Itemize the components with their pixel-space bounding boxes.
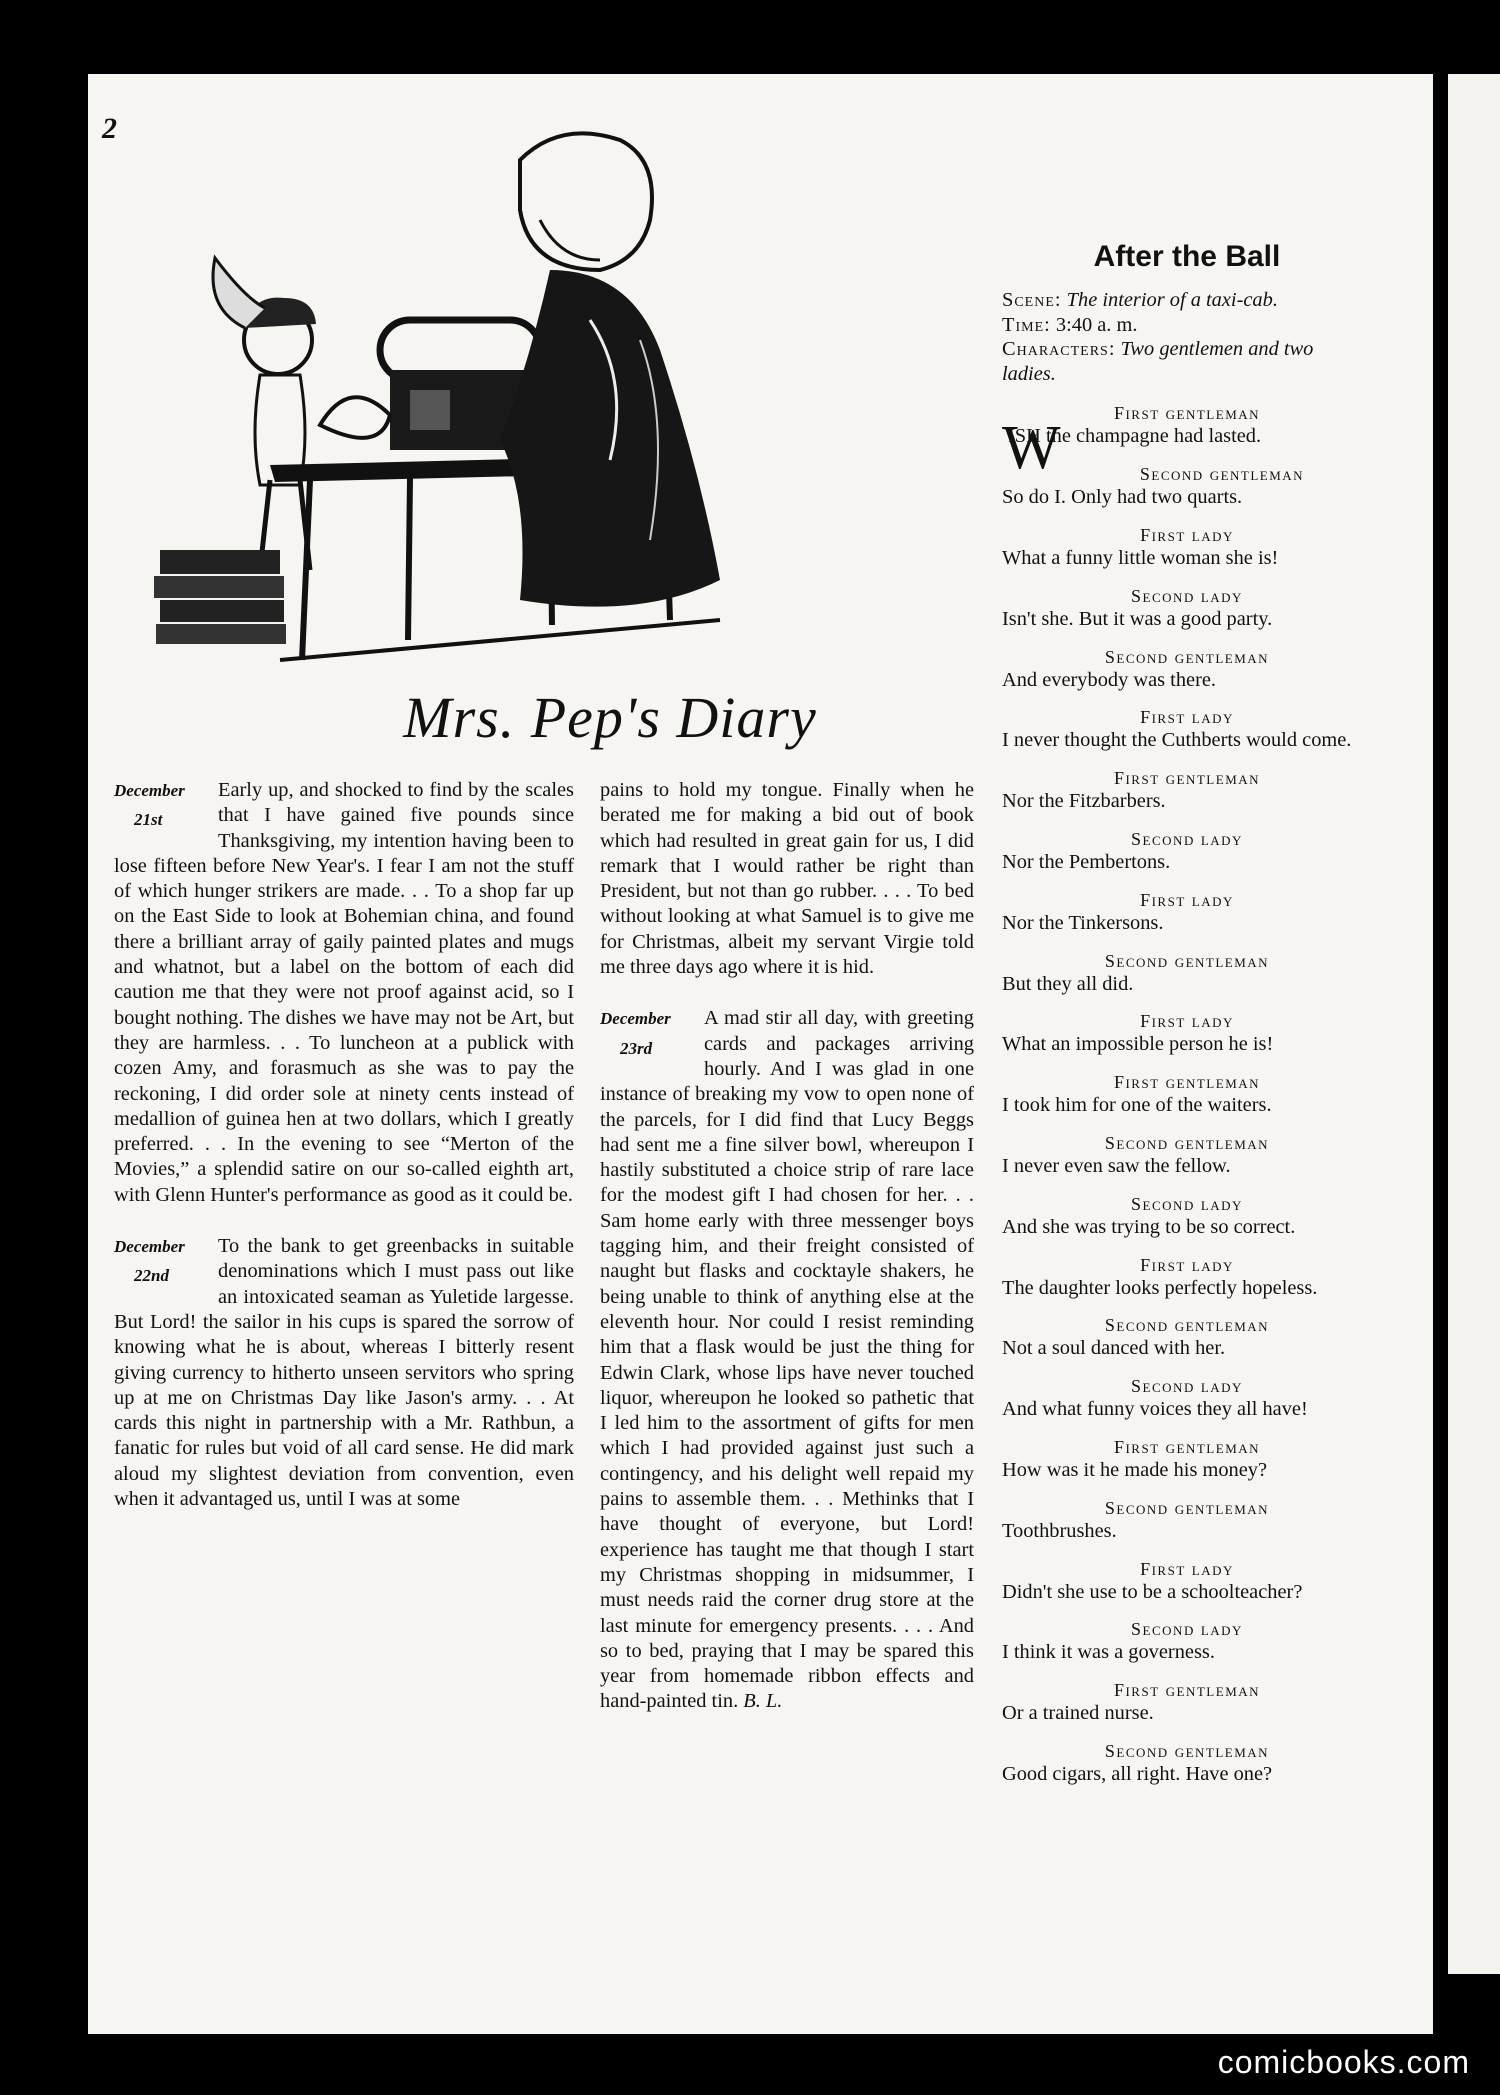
diary-column-2 — [600, 778, 974, 1741]
dialogue-turn — [1002, 1436, 1372, 1483]
scene-line — [1002, 288, 1372, 313]
speaker-name: Second lady — [1131, 828, 1243, 849]
dialogue-line: And what funny voices they all have! — [1002, 1398, 1308, 1421]
characters-label: Characters: — [1002, 338, 1116, 361]
dialogue-line: WISH the champagne had lasted. — [1002, 414, 1262, 483]
dialogue-turn — [1002, 1010, 1372, 1057]
speaker-name: Second lady — [1131, 1619, 1243, 1640]
dialogue-turn — [1002, 646, 1372, 693]
dialogue-line: Didn't she use to be a schoolteacher? — [1002, 1580, 1303, 1603]
entry-day: 21st — [134, 810, 163, 830]
speaker-name: First lady — [1140, 1254, 1234, 1275]
speaker-name: First gentleman — [1113, 1436, 1261, 1457]
time-label: Time: — [1002, 313, 1051, 336]
speaker-name: Second gentleman — [1104, 1132, 1270, 1153]
watermark: comicbooks.com — [1217, 2044, 1470, 2080]
scene-text: The interior of a taxi-cab. — [1066, 289, 1278, 311]
speaker-name: Second gentleman — [1104, 950, 1270, 971]
speaker-name: First lady — [1140, 524, 1234, 545]
dialogue-turn — [1002, 585, 1372, 632]
dialogue-line: I never even saw the fellow. — [1002, 1154, 1231, 1177]
speaker-name: First lady — [1140, 707, 1234, 728]
speaker-name: Second gentleman — [1104, 1740, 1270, 1761]
speaker-name: Second lady — [1131, 1376, 1243, 1397]
entry-date-label — [114, 1234, 214, 1289]
speaker-name: First lady — [1140, 1011, 1234, 1032]
time-line — [1002, 313, 1372, 338]
dialogue-line: Isn't she. But it was a good party. — [1002, 607, 1273, 630]
diary-column-1 — [114, 778, 574, 1538]
dialogue-line: Or a trained nurse. — [1002, 1702, 1154, 1725]
dialogue — [1002, 402, 1372, 1786]
dialogue-turn — [1002, 1132, 1372, 1179]
entry-text: A mad stir all day, with greeting cards and packages arriving hourly. And I was glad in one instance of breaking my vow to open none of the parcels, for I did find that Lucy Beggs had sent me a fine silver bowl, whereupon I hastily substituted a choice strip of rare lace for the modest gift I had chosen for her. . . Sam home early with three messenger boys tagging him, and their freight consisted of naught but flasks and cocktayle shakers, he being unable to think of anything else at the eleventh hour. Nor could I resist reminding him that a flask would be just the thing for Edwin Clark, whose lips have never touched liquor, whereupon he looked so pathetic that I led him to the assortment of gifts for men which I had provided against just such a contingency, and his delight well repaid my pains to assemble them. . . Methinks that I have thought of everyone, but Lord! experience has taught me that though I start my Christmas shopping in midsummer, I must needs raid the corner drug store at the last minute for emergency presents. . . . And so to bed, praying that I may be spared this year from homemade ribbon effects and hand-painted tin. — [600, 1007, 974, 1713]
dialogue-line: What an impossible person he is! — [1002, 1033, 1274, 1056]
dialogue-line: So do I. Only had two quarts. — [1002, 486, 1243, 509]
speaker-name: First gentleman — [1113, 768, 1261, 789]
typing-lady-with-cherub-illustration — [120, 100, 780, 700]
stage-directions — [1002, 288, 1372, 386]
speaker-name: Second lady — [1131, 585, 1243, 606]
lady-figure — [500, 133, 720, 606]
dialogue-turn — [1002, 1558, 1372, 1605]
speaker-name: Second gentleman — [1104, 1497, 1270, 1518]
dialogue-line: I took him for one of the waiters. — [1002, 1094, 1272, 1117]
entry-date-label — [114, 778, 214, 833]
diary-entry-dec-21 — [114, 778, 574, 1208]
page-number: 2 — [102, 112, 117, 145]
dialogue-turn — [1002, 1679, 1372, 1726]
author-signature: B. L. — [743, 1690, 783, 1713]
dialogue-turn — [1002, 1314, 1372, 1361]
entry-month: December — [600, 1009, 671, 1029]
speaker-name: Second gentleman — [1104, 1315, 1270, 1336]
dialogue-line: Not a soul danced with her. — [1002, 1337, 1226, 1360]
characters-line — [1002, 337, 1372, 386]
cherub-figure — [213, 258, 316, 570]
time-text: 3:40 a. m. — [1055, 313, 1138, 336]
dialogue-turn — [1002, 767, 1372, 814]
dialogue-line: The daughter looks perfectly hopeless. — [1002, 1276, 1318, 1299]
dialogue-turn — [1002, 950, 1372, 997]
dialogue-turn — [1002, 706, 1372, 753]
dialogue-line: Nor the Pembertons. — [1002, 850, 1171, 873]
entry-month: December — [114, 781, 185, 800]
speaker-name: First gentleman — [1113, 1680, 1261, 1701]
play-title: After the Ball — [1093, 240, 1281, 273]
book-stack — [154, 550, 286, 644]
dialogue-turn — [1002, 889, 1372, 936]
dialogue-turn — [1002, 1193, 1372, 1240]
entry-day: 23rd — [620, 1038, 653, 1058]
diary-entry-dec-23 — [600, 1006, 974, 1714]
dialogue-turn — [1002, 1071, 1372, 1118]
after-the-ball-column — [1002, 240, 1372, 1801]
dialogue-line: What a funny little woman she is! — [1002, 546, 1279, 569]
scene-label: Scene: — [1002, 289, 1062, 311]
dialogue-turn — [1002, 524, 1372, 571]
dialogue-line: Good cigars, all right. Have one? — [1002, 1762, 1273, 1785]
dialogue-line: Nor the Tinkersons. — [1002, 911, 1164, 934]
dialogue-turn — [1002, 828, 1372, 875]
dialogue-turn — [1002, 1254, 1372, 1301]
entry-text: To the bank to get greenbacks in suitable denominations which I must pass out like an intoxicated seaman as Yuletide largesse. But Lord! the sailor in his cups is spared the sorrow of knowing what he is about, whereas I bitterly resent giving currency to hitherto unseen servitors who spring up at me on Christmas Day like Jason's army. . . At cards this night in partnership with a Mr. Rathbun, a fanatic for rules but void of all card sense. He did mark aloud my slightest deviation from convention, even when it advantaged us, until I was at some — [114, 1235, 574, 1511]
dialogue-line: Nor the Fitzbarbers. — [1002, 790, 1166, 813]
next-page-edge — [1448, 74, 1500, 1974]
dialogue-turn — [1002, 1740, 1372, 1787]
dialogue-turn — [1002, 1497, 1372, 1544]
speaker-name: First gentleman — [1113, 1072, 1261, 1093]
speaker-name: Second lady — [1131, 1193, 1243, 1214]
dialogue-line: How was it he made his money? — [1002, 1458, 1268, 1481]
diary-entry-dec-22 — [114, 1234, 574, 1512]
speaker-name: Second gentleman — [1104, 646, 1270, 667]
dialogue-line: Toothbrushes. — [1002, 1519, 1117, 1542]
dialogue-line: And everybody was there. — [1002, 668, 1217, 691]
speaker-name: Second gentleman — [1139, 464, 1305, 485]
diary-title: Mrs. Pep's Diary — [403, 685, 817, 750]
entry-month: December — [114, 1237, 185, 1257]
entry-day: 22nd — [134, 1266, 169, 1286]
dialogue-line: And she was trying to be so correct. — [1002, 1215, 1296, 1238]
speaker-name: First gentleman — [1113, 403, 1261, 424]
speaker-name: First lady — [1140, 889, 1234, 910]
dialogue-turn — [1002, 1618, 1372, 1665]
diary-entry-continuation: pains to hold my tongue. Finally when he berated me for making a bid out of book which had resulted in great gain for us, I did remark that I would rather be right than President, but not than go rubber. . . . To bed without looking at what Samuel is to give me for Christmas, albeit my servant Virgie told me three days ago where it is hid. — [600, 779, 974, 979]
entry-text: Early up, and shocked to find by the scales that I have gained five pounds since Thanksgiving, my intention having been to lose fifteen before New Year's. I fear I am not the stuff of which hunger strikers are made. . . To a shop far up on the East Side to look at Bohemian china, and found there a brilliant array of gaily painted plates and mugs and whatnot, but a label on the bottom of each did caution me that they were not proof against acid, so I bought nothing. The dishes we have may not be Art, but they are harmless. . . To luncheon at a publick with cozen Amy, and forasmuch as she was to pay the reckoning, I did order sole at ninety cents instead of medallion of guinea hen at two dollars, which I greatly preferred. . . In the evening to see “Merton of the Movies,” a splendid satire on our so-called eighth art, with Glenn Hunter's performance as good as it could be. — [114, 779, 574, 1206]
dialogue-line: I think it was a governess. — [1002, 1641, 1215, 1664]
dialogue-line: But they all did. — [1002, 972, 1134, 995]
dialogue-line: I never thought the Cuthberts would come. — [1002, 729, 1352, 752]
speaker-name: First lady — [1140, 1558, 1234, 1579]
characters-text: Two gentlemen and two ladies. — [1002, 338, 1314, 385]
entry-date-label — [600, 1006, 700, 1061]
dialogue-turn — [1002, 1375, 1372, 1422]
